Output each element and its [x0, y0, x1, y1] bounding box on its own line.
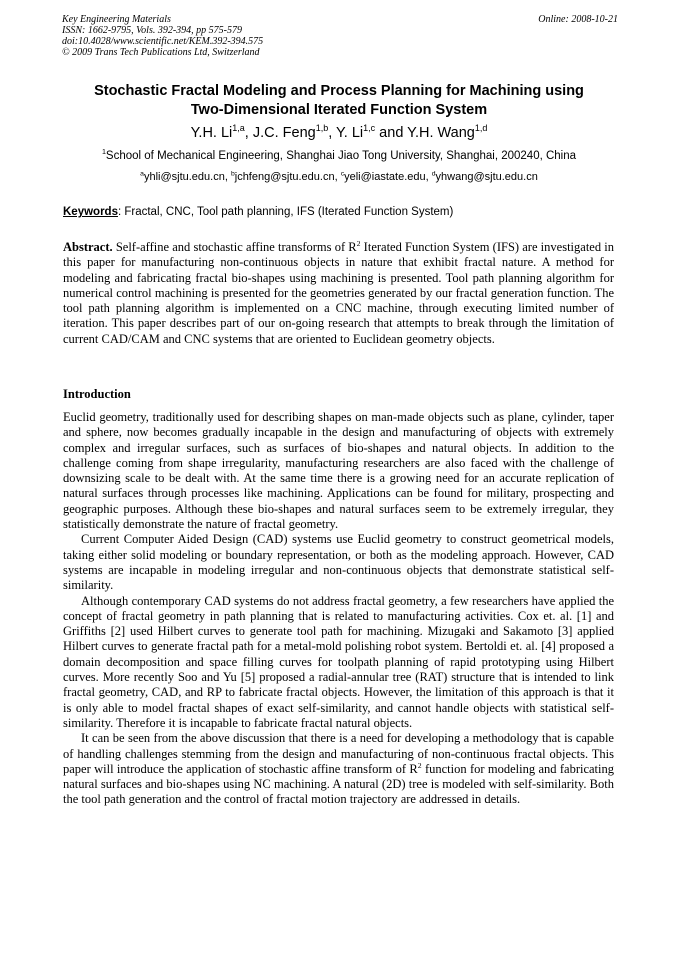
journal-name: Key Engineering Materials [62, 14, 171, 25]
email-separator: , [425, 171, 432, 183]
doi-line: doi:10.4028/www.scientific.net/KEM.392-394.575 [62, 36, 264, 47]
author-2-sup: 1,b [315, 123, 329, 134]
abstract [63, 240, 614, 347]
abstract-sup: 2 [356, 238, 361, 248]
paragraph: Although contemporary CAD systems do not address fractal geometry, a few researchers have applied the concept of fractal geometry in path planning that is related to manufacturing activities. Cox et. al. [1] and Griffiths [2] used Hilbert curves to generate tool path for machining. Mizugaki and Sakamoto [3] applied Hilbert curves to generate fractal path for a metal-mold polishing robot system. Bertoldi et. al. [4] proposed a domain decomposition and space filling curves for toolpath planning of rapid prototyping using Hilbert curves. More recently Soo and Yu [5] proposed a radial-annular tree (RAT) structure that is intended to link fractal geometry, CAD, and RP to fabricate fractal objects. However, the limitation of this approach is that it is only able to model fractal shapes of exact self-similarity, and cannot handle objects with statistical self-similarity. Therefore it is incapable to fabricate fractal natural objects. [63, 593, 614, 730]
author-separator: , [244, 125, 253, 141]
affiliation [40, 149, 638, 164]
abstract-text-start: Self-affine and stochastic affine transforms of R [112, 240, 357, 254]
author-4: Y.H. Wang [407, 125, 475, 141]
online-date: Online: 2008-10-21 [538, 14, 618, 25]
author-separator: and [375, 125, 408, 141]
author-list [40, 124, 638, 142]
affiliation-sup: 1 [101, 148, 106, 157]
author-emails [40, 170, 638, 185]
email-c: yeli@iastate.edu [344, 171, 426, 183]
title-line-1: Stochastic Fractal Modeling and Process Planning for Machining using [94, 83, 584, 99]
author-4-sup: 1,d [474, 123, 488, 134]
keywords-line [63, 205, 618, 220]
abstract-text-rest: Iterated Function System (IFS) are investigated in this paper for manufacturing non-continuous objects in nature that exhibit fractal nature. A method for modeling and fabricating fractal bio-shapes using machining is presented. Tool path planning algorithm for numerical control machining is presented for the geometries generated by our fractal generation function. The tool path planning algorithm is implemented on a CNC machine, through executing limited number of iteration. This paper describes part of our on-going research that attempts to break through the limitation of current CAD/CAM and CNC systems that are oriented to Euclidean geometry objects. [63, 240, 614, 346]
affiliation-text: School of Mechanical Engineering, Shanghai Jiao Tong University, Shanghai, 200240, China [105, 150, 577, 162]
email-a-sup: a [140, 170, 144, 178]
keywords-label: Keywords [63, 206, 118, 218]
abstract-label: Abstract. [63, 240, 113, 254]
title-line-2: Two-Dimensional Iterated Function System [190, 102, 488, 118]
author-1: Y.H. Li [190, 125, 233, 141]
issn-line: ISSN: 1662-9795, Vols. 392-394, pp 575-579 [62, 25, 242, 36]
author-2: J.C. Feng [252, 125, 316, 141]
introduction-body [63, 410, 614, 808]
email-d: yhwang@sjtu.edu.cn [435, 171, 538, 183]
author-3: Y. Li [336, 125, 364, 141]
paragraph: Current Computer Aided Design (CAD) systems use Euclid geometry to construct geometrical models, taking either solid modeling or boundary representation, or both as the modeling approach. However, CAD systems are incapable in modeling irregular and non-continuous objects that demonstrate statistical self-similarity. [63, 532, 614, 593]
copyright-line: © 2009 Trans Tech Publications Ltd, Switzerland [62, 47, 260, 58]
section-heading-introduction: Introduction [63, 387, 131, 401]
keywords-text: Fractal, CNC, Tool path planning, IFS (Iterated Function System) [121, 206, 454, 218]
paragraph [63, 731, 614, 807]
author-separator: , [328, 125, 336, 141]
keywords-colon: : [117, 206, 122, 218]
email-separator: , [224, 171, 231, 183]
email-separator: , [334, 171, 341, 183]
paragraph-sup: 2 [417, 760, 422, 770]
email-b: jchfeng@sjtu.edu.cn [234, 171, 335, 183]
paragraph: Euclid geometry, traditionally used for describing shapes on man-made objects such as plane, cylinder, taper and sphere, now becomes gradually incapable in the design and manufacturing of objects with extremely complex and irregular surfaces, such as surfaces of bio-shapes and natural objects. In addition to the challenge coming from shape irregularity, manufacturing researchers are also faced with the challenge of downsizing scale to be dealt with. At the same time there is a growing need for an accurate replication of natural surfaces through processes like machining. Applications can be found for military, prospecting and geographic purposes. Although these bio-shapes and natural surfaces seem to be extremely irregular, they statistically demonstrate the nature of fractal geometry. [63, 410, 614, 532]
email-d-sup: d [431, 170, 436, 178]
email-b-sup: b [230, 170, 235, 178]
paper-title [40, 82, 638, 120]
author-1-sup: 1,a [232, 123, 245, 134]
email-a: yhli@sjtu.edu.cn [143, 171, 225, 183]
paragraph-text-start: It can be seen from the above discussion that there is a need for developing a methodology that is capable of handling challenges stemming from the design and manufacturing of non-continuous fractal objects. This paper will introduce the application of stochastic affine transform of R [63, 731, 614, 776]
journal-header [62, 14, 618, 58]
paragraph-text-rest: function for modeling and fabricating natural surfaces and bio-shapes using NC machining. A natural (2D) tree is modeled with self-similarity. Both the tool path generation and the control of fractal motion trajectory are addressed in details. [63, 761, 614, 807]
email-c-sup: c [340, 170, 345, 178]
author-3-sup: 1,c [363, 123, 376, 134]
